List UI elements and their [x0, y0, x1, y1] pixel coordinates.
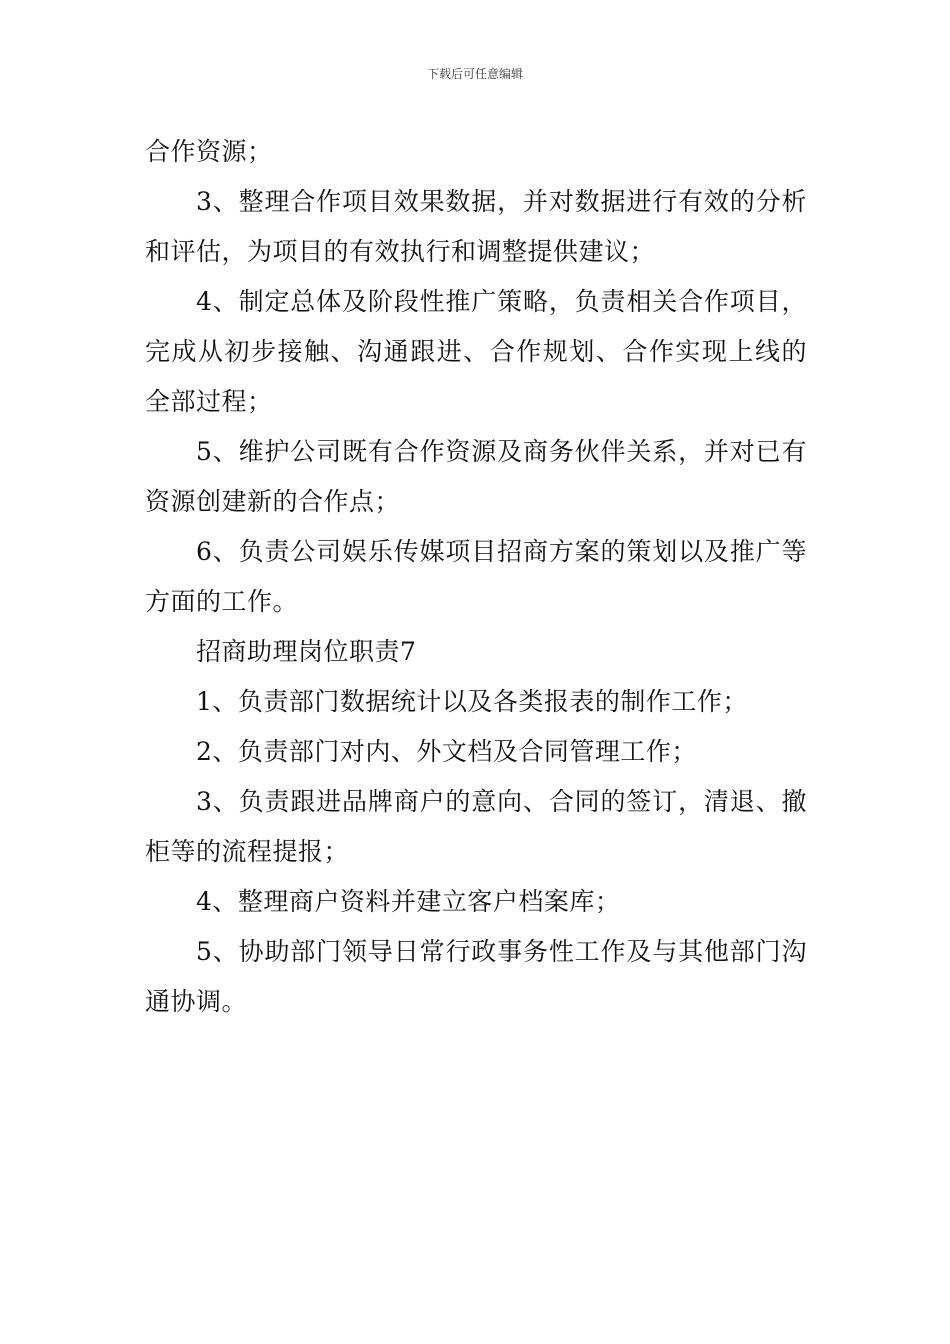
paragraph: 1、负责部门数据统计以及各类报表的制作工作；	[196, 687, 748, 716]
paragraph: 3、负责跟进品牌商户的意向、合同的签订，清退、撤柜等的流程提报；	[145, 787, 807, 866]
paragraph: 4、整理商户资料并建立客户档案库；	[196, 887, 621, 916]
paragraph: 3、整理合作项目效果数据，并对数据进行有效的分析和评估，为项目的有效执行和调整提供建议；	[145, 187, 807, 266]
paragraph: 5、维护公司既有合作资源及商务伙伴关系，并对已有资源创建新的合作点；	[145, 437, 807, 516]
document-body	[145, 127, 807, 1027]
paragraph: 2、负责部门对内、外文档及合同管理工作；	[196, 737, 697, 766]
page-header: 下载后可任意编辑	[426, 67, 523, 81]
paragraph: 合作资源；	[145, 137, 273, 166]
paragraph: 6、负责公司娱乐传媒项目招商方案的策划以及推广等方面的工作。	[145, 537, 807, 616]
paragraph: 5、协助部门领导日常行政事务性工作及与其他部门沟通协调。	[145, 937, 807, 1016]
section-heading: 招商助理岗位职责7	[196, 637, 417, 666]
paragraph: 4、制定总体及阶段性推广策略，负责相关合作项目，完成从初步接触、沟通跟进、合作规划、合作实现上线的全部过程；	[145, 287, 807, 416]
